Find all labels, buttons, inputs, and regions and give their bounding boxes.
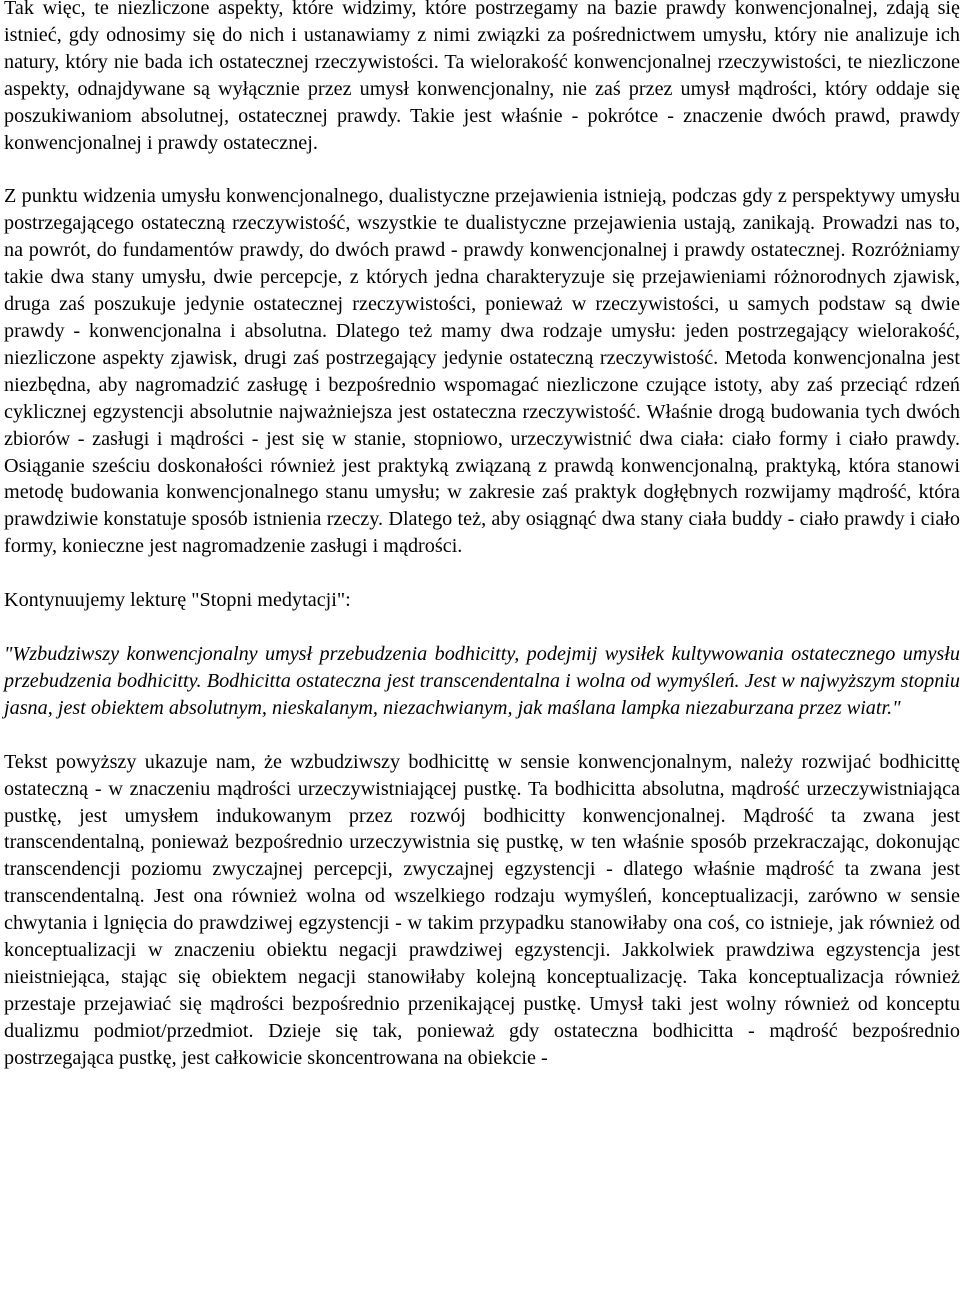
paragraph-commentary: Tekst powyższy ukazuje nam, że wzbudziwszy bodhicittę w sensie konwencjonalnym, należy rozwijać bodhicittę ostateczną - w znaczeniu mądrości urzeczywistniającej pustkę. Ta bodhicitta absolutna, mądrość urzeczywistniająca pustkę, jest umysłem indukowanym przez rozwój bodhicitty konwencjonalnej. Mądrość ta zwana jest transcendentalną, ponieważ bezpośrednio urzeczywistnia się pustkę, w ten właśnie sposób przekraczając, dokonując transcendencji poziomu zwyczajnej percepcji, zwyczajnej egzystencji - dlatego właśnie mądrość ta zwana jest transcendentalną. Jest ona również wolna od wszelkiego rodzaju wymyśleń, konceptualizacji, zarówno w sensie chwytania i lgnięcia do prawdziwej egzystencji - w takim przypadku stanowiłaby ona coś, co istnieje, jak również od konceptualizacji w znaczeniu obiektu negacji prawdziwej egzystencji. Jakkolwiek prawdziwa egzystencja jest nieistniejąca, stając się obiektem negacji stanowiłaby kolejną konceptualizację. Taka konceptualizacja również przestaje przejawiać się mądrości bezpośrednio przenikającej pustkę. Umysł taki jest wolny również od konceptu dualizmu podmiot/przedmiot. Dzieje się tak, ponieważ gdy ostateczna bodhicitta - mądrość bezpośrednio postrzegająca pustkę, jest całkowicie skoncentrowana na obiekcie - <box>4 750 960 1069</box>
paragraph-reading-intro: Kontynuujemy lekturę "Stopni medytacji": <box>4 589 351 612</box>
paragraph-conventional-mind: Z punktu widzenia umysłu konwencjonalnego, dualistyczne przejawienia istnieją, podczas gdy z perspektywy umysłu postrzegającego ostateczną rzeczywistość, wszystkie te dualistyczne przejawienia ustają, zanikają. Prowadzi nas to, na powrót, do fundamentów prawdy, do dwóch prawd - prawdy konwencjonalnej i prawdy ostatecznej. Rozróżniamy takie dwa stany umysłu, dwie percepcje, z których jedna charakteryzuje się przejawieniami różnorodnych zjawisk, druga zaś poszukuje jedynie ostatecznej rzeczywistości, ponieważ w rzeczywistości, u samych podstaw są dwie prawdy - konwencjonalna i absolutna. Dlatego też mamy dwa rodzaje umysłu: jeden postrzegający wielorakość, niezliczone aspekty zjawisk, drugi zaś postrzegający jedynie ostateczną rzeczywistość. Metoda konwencjonalna jest niezbędna, aby nagromadzić zasługę i bezpośrednio wspomagać niezliczone czujące istoty, aby zaś przeciąć rdzeń cyklicznej egzystencji absolutnie najważniejsza jest ostateczna rzeczywistość. Właśnie drogą budowania tych dwóch zbiorów - zasługi i mądrości - jest się w stanie, stopniowo, urzeczywistnić dwa ciała: ciało formy i ciało prawdy. Osiąganie sześciu doskonałości również jest praktyką związaną z prawdą konwencjonalną, praktyką, która stanowi metodę budowania konwencjonalnego stanu umysłu; w zakresie zaś praktyk dogłębnych rozwijamy mądrość, która prawdziwie konstatuje sposób istnienia rzeczy. Dlatego też, aby osiągnąć dwa stany ciała buddy - ciało prawdy i ciało formy, konieczne jest nagromadzenie zasługi i mądrości. <box>4 185 960 558</box>
quote-stages-of-meditation: "Wzbudziwszy konwencjonalny umysł przebudzenia bodhicitty, podejmij wysiłek kultywowania ostatecznego umysłu przebudzenia bodhicitty. Bodhicitta ostateczna jest transcendentalna i wolna od wymyśleń. Jest w najwyższym stopniu jasna, jest obiektem absolutnym, nieskalanym, niezachwianym, jak maślana lampka niezaburzana przez wiatr." <box>4 643 960 719</box>
paragraph-two-truths-intro: Tak więc, te niezliczone aspekty, które widzimy, które postrzegamy na bazie prawdy konwencjonalnej, zdają się istnieć, gdy odnosimy się do nich i ustanawiamy z nimi związki za pośrednictwem umysłu, który nie analizuje ich natury, który nie bada ich ostatecznej rzeczywistości. Ta wielorakość konwencjonalnej rzeczywistości, te niezliczone aspekty, odnajdywane są wyłącznie przez umysł konwencjonalny, nie zaś przez umysł mądrości, który oddaje się poszukiwaniom absolutnej, ostatecznej prawdy. Takie jest właśnie - pokrótce - znaczenie dwóch prawd, prawdy konwencjonalnej i prawdy ostatecznej. <box>4 0 960 154</box>
document-page <box>4 0 960 1099</box>
